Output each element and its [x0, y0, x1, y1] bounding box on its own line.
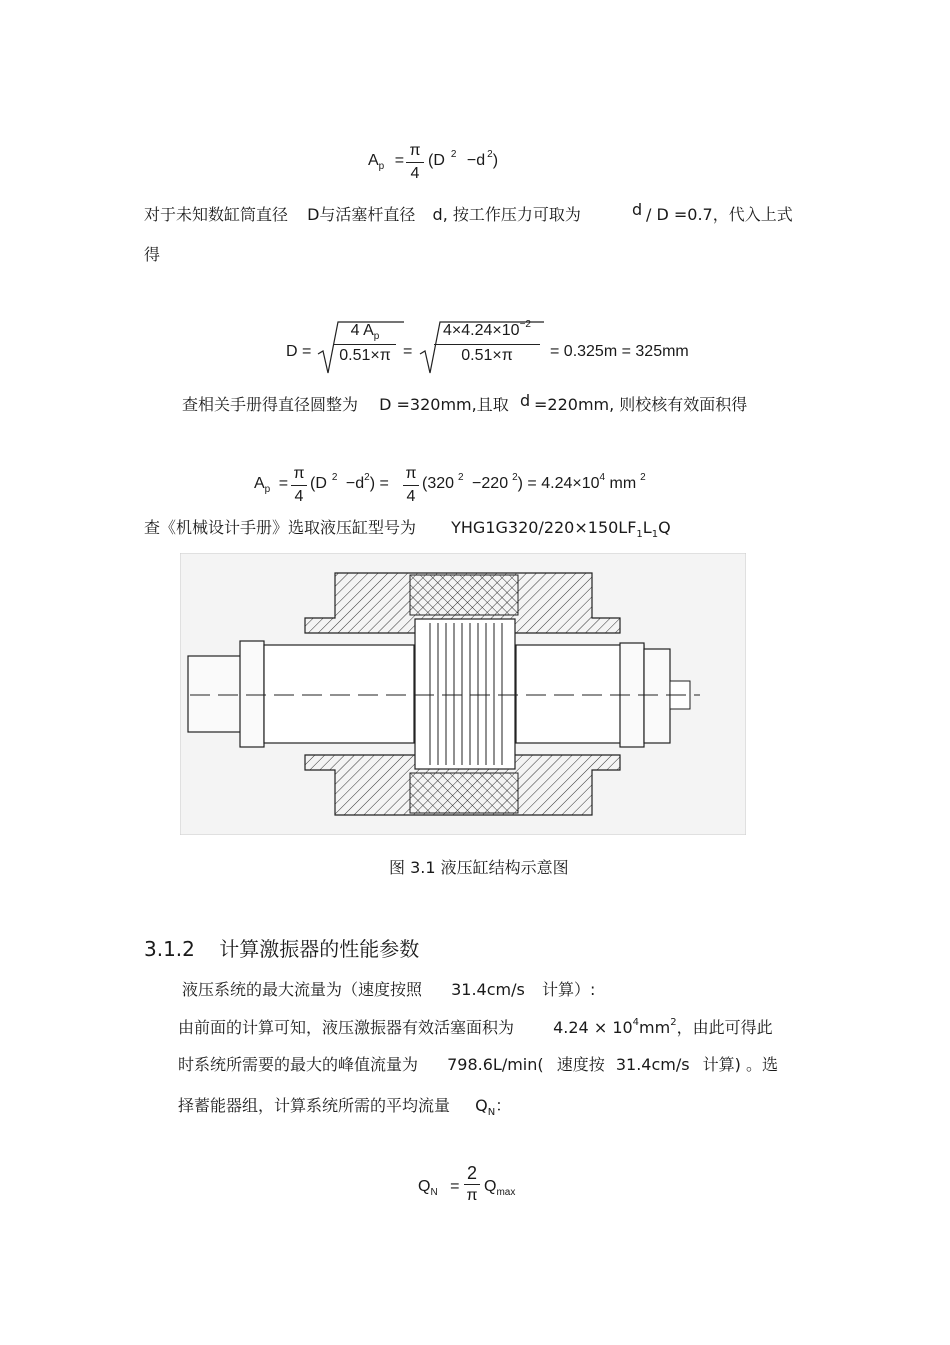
fraction-denominator: 4 — [410, 165, 420, 182]
text-span: =220mm — [534, 395, 610, 414]
paragraph-line — [144, 205, 581, 225]
eq-exponent: 2 — [640, 472, 646, 483]
text-span: 查相关手册得直径圆整为 — [182, 395, 359, 414]
paragraph-line: 得 — [144, 245, 161, 264]
fraction-denominator: 4 — [294, 488, 304, 505]
eq-rhs: = 0.325m = 325mm — [550, 343, 689, 360]
section-number: 3.1.2 — [144, 937, 195, 961]
variable-d: d — [520, 391, 531, 410]
eq-sign: = — [278, 475, 289, 492]
eq-term: ) — [492, 152, 499, 169]
paragraph-line — [534, 395, 747, 415]
eq-exponent: 4 — [599, 472, 606, 483]
text-span: 由前面的计算可知，液压激振器有效活塞面积为 — [178, 1018, 515, 1037]
eq-subscript: p — [373, 331, 380, 342]
eq-exponent: 2 — [670, 1017, 677, 1028]
fraction-numerator: 4 A — [350, 322, 374, 339]
equation-mean-flow — [418, 1178, 459, 1196]
equation-paren-term — [428, 149, 499, 170]
eq-sign: = — [403, 343, 413, 360]
equation-term — [422, 472, 646, 493]
eq-symbol: A — [254, 475, 265, 492]
eq-term: ) = — [369, 475, 389, 492]
text-span: , 则校核有效面积得 — [609, 395, 748, 414]
eq-subscript: N — [487, 1107, 496, 1118]
text-span: 4.24 × 10 — [553, 1018, 633, 1037]
eq-term: −d — [345, 475, 365, 492]
fraction-numerator: π — [293, 465, 305, 482]
eq-symbol: Q — [484, 1178, 497, 1195]
equation-area-formula — [368, 152, 404, 170]
eq-exponent: 4 — [632, 1017, 640, 1028]
text-span: Q — [658, 518, 671, 537]
fraction-pi-over-4 — [291, 465, 307, 506]
text-span: mm — [639, 1018, 671, 1037]
text-span: 液压系统的最大流量为（速度按照 — [182, 980, 423, 999]
text-span: d, 按工作压力可取为 — [432, 205, 581, 224]
paragraph-line — [144, 518, 671, 541]
eq-exponent: 2 — [331, 472, 338, 483]
text-span: 798.6L/min( — [447, 1055, 544, 1074]
paragraph-line — [178, 1096, 511, 1119]
paragraph-line — [182, 980, 595, 1000]
section-heading — [144, 933, 419, 962]
variable-d: d — [632, 200, 643, 219]
section-title: 计算激振器的性能参数 — [219, 937, 420, 961]
fraction-numerator: 4×4.24×10 — [443, 322, 520, 339]
eq-exponent: 2 — [512, 472, 518, 483]
eq-exponent: 2 — [458, 472, 464, 483]
eq-exponent: 2 — [364, 472, 370, 483]
eq-term: (D — [310, 475, 327, 492]
eq-term: (320 — [422, 475, 455, 492]
text-span: ： — [495, 1096, 512, 1115]
equation-area-check — [254, 475, 288, 493]
eq-term: −d — [466, 152, 486, 169]
eq-exponent: −2 — [519, 319, 531, 330]
fraction-denominator: 0.51×π — [339, 347, 391, 364]
eq-subscript: 1 — [636, 529, 643, 540]
text-span: 时系统所需要的最大的峰值流量为 — [178, 1055, 419, 1074]
text-span: D与活塞杆直径 — [307, 205, 416, 224]
eq-sign: = — [450, 1178, 460, 1195]
equation-rhs — [484, 1178, 515, 1196]
eq-exponent: 2 — [487, 149, 493, 160]
text-span: Q — [475, 1096, 488, 1115]
fraction-numerator: 2 — [466, 1163, 477, 1183]
eq-subscript: N — [430, 1187, 438, 1198]
text-span: 计算) 。选 — [702, 1055, 779, 1074]
eq-subscript: max — [496, 1187, 516, 1198]
hydraulic-cylinder-drawing — [180, 553, 746, 835]
eq-symbol: Q — [418, 1178, 431, 1195]
fraction-pi-over-4 — [403, 465, 419, 506]
fraction-pi-over-4 — [406, 142, 424, 183]
fraction-denominator: 0.51×π — [461, 347, 513, 364]
eq-term: ) = 4.24×10 — [517, 475, 600, 492]
text-span: 查《机械设计手册》选取液压缸型号为 — [144, 518, 417, 537]
text-span: / D =0.7，代入上式 — [646, 205, 793, 224]
paragraph-line — [182, 395, 509, 415]
text-span: 速度按 — [556, 1055, 605, 1074]
eq-term: mm — [605, 475, 637, 492]
text-span: 且取 — [476, 395, 509, 414]
text-span: 计算）: — [541, 980, 596, 999]
eq-subscript: 1 — [651, 529, 659, 540]
figure-caption: 图 3.1 液压缸结构示意图 — [389, 858, 569, 877]
fraction-numerator: π — [409, 142, 421, 159]
eq-subscript: p — [378, 161, 385, 172]
text-span: 择蓄能器组，计算系统所需的平均流量 — [178, 1096, 451, 1115]
paragraph-line — [178, 1018, 773, 1041]
text-span: 31.4cm/s — [615, 1055, 690, 1074]
fraction-numeric — [434, 319, 540, 365]
fraction-denominator: 4 — [406, 488, 416, 505]
fraction-4Ap — [334, 322, 396, 365]
eq-symbol: A — [368, 152, 379, 169]
fraction-numerator: π — [405, 465, 417, 482]
text-span: ，由此可得此 — [676, 1018, 773, 1037]
eq-exponent: 2 — [450, 149, 457, 160]
text-span: D =320mm, — [379, 395, 477, 414]
model-number: YHG1G320/220×150LF — [451, 518, 637, 537]
fraction-2-over-pi — [464, 1164, 480, 1205]
eq-term: (D — [428, 152, 445, 169]
fraction-denominator: π — [466, 1187, 478, 1204]
text-span: 对于未知数缸筒直径 — [144, 205, 289, 224]
eq-lhs: D = — [286, 343, 312, 360]
text-span: L — [642, 518, 652, 537]
eq-subscript: p — [264, 484, 271, 495]
text-span: 31.4cm/s — [451, 980, 525, 999]
eq-sign: = — [394, 152, 405, 169]
equation-term — [310, 472, 389, 493]
eq-term: −220 — [472, 475, 509, 492]
paragraph-line — [178, 1055, 778, 1075]
